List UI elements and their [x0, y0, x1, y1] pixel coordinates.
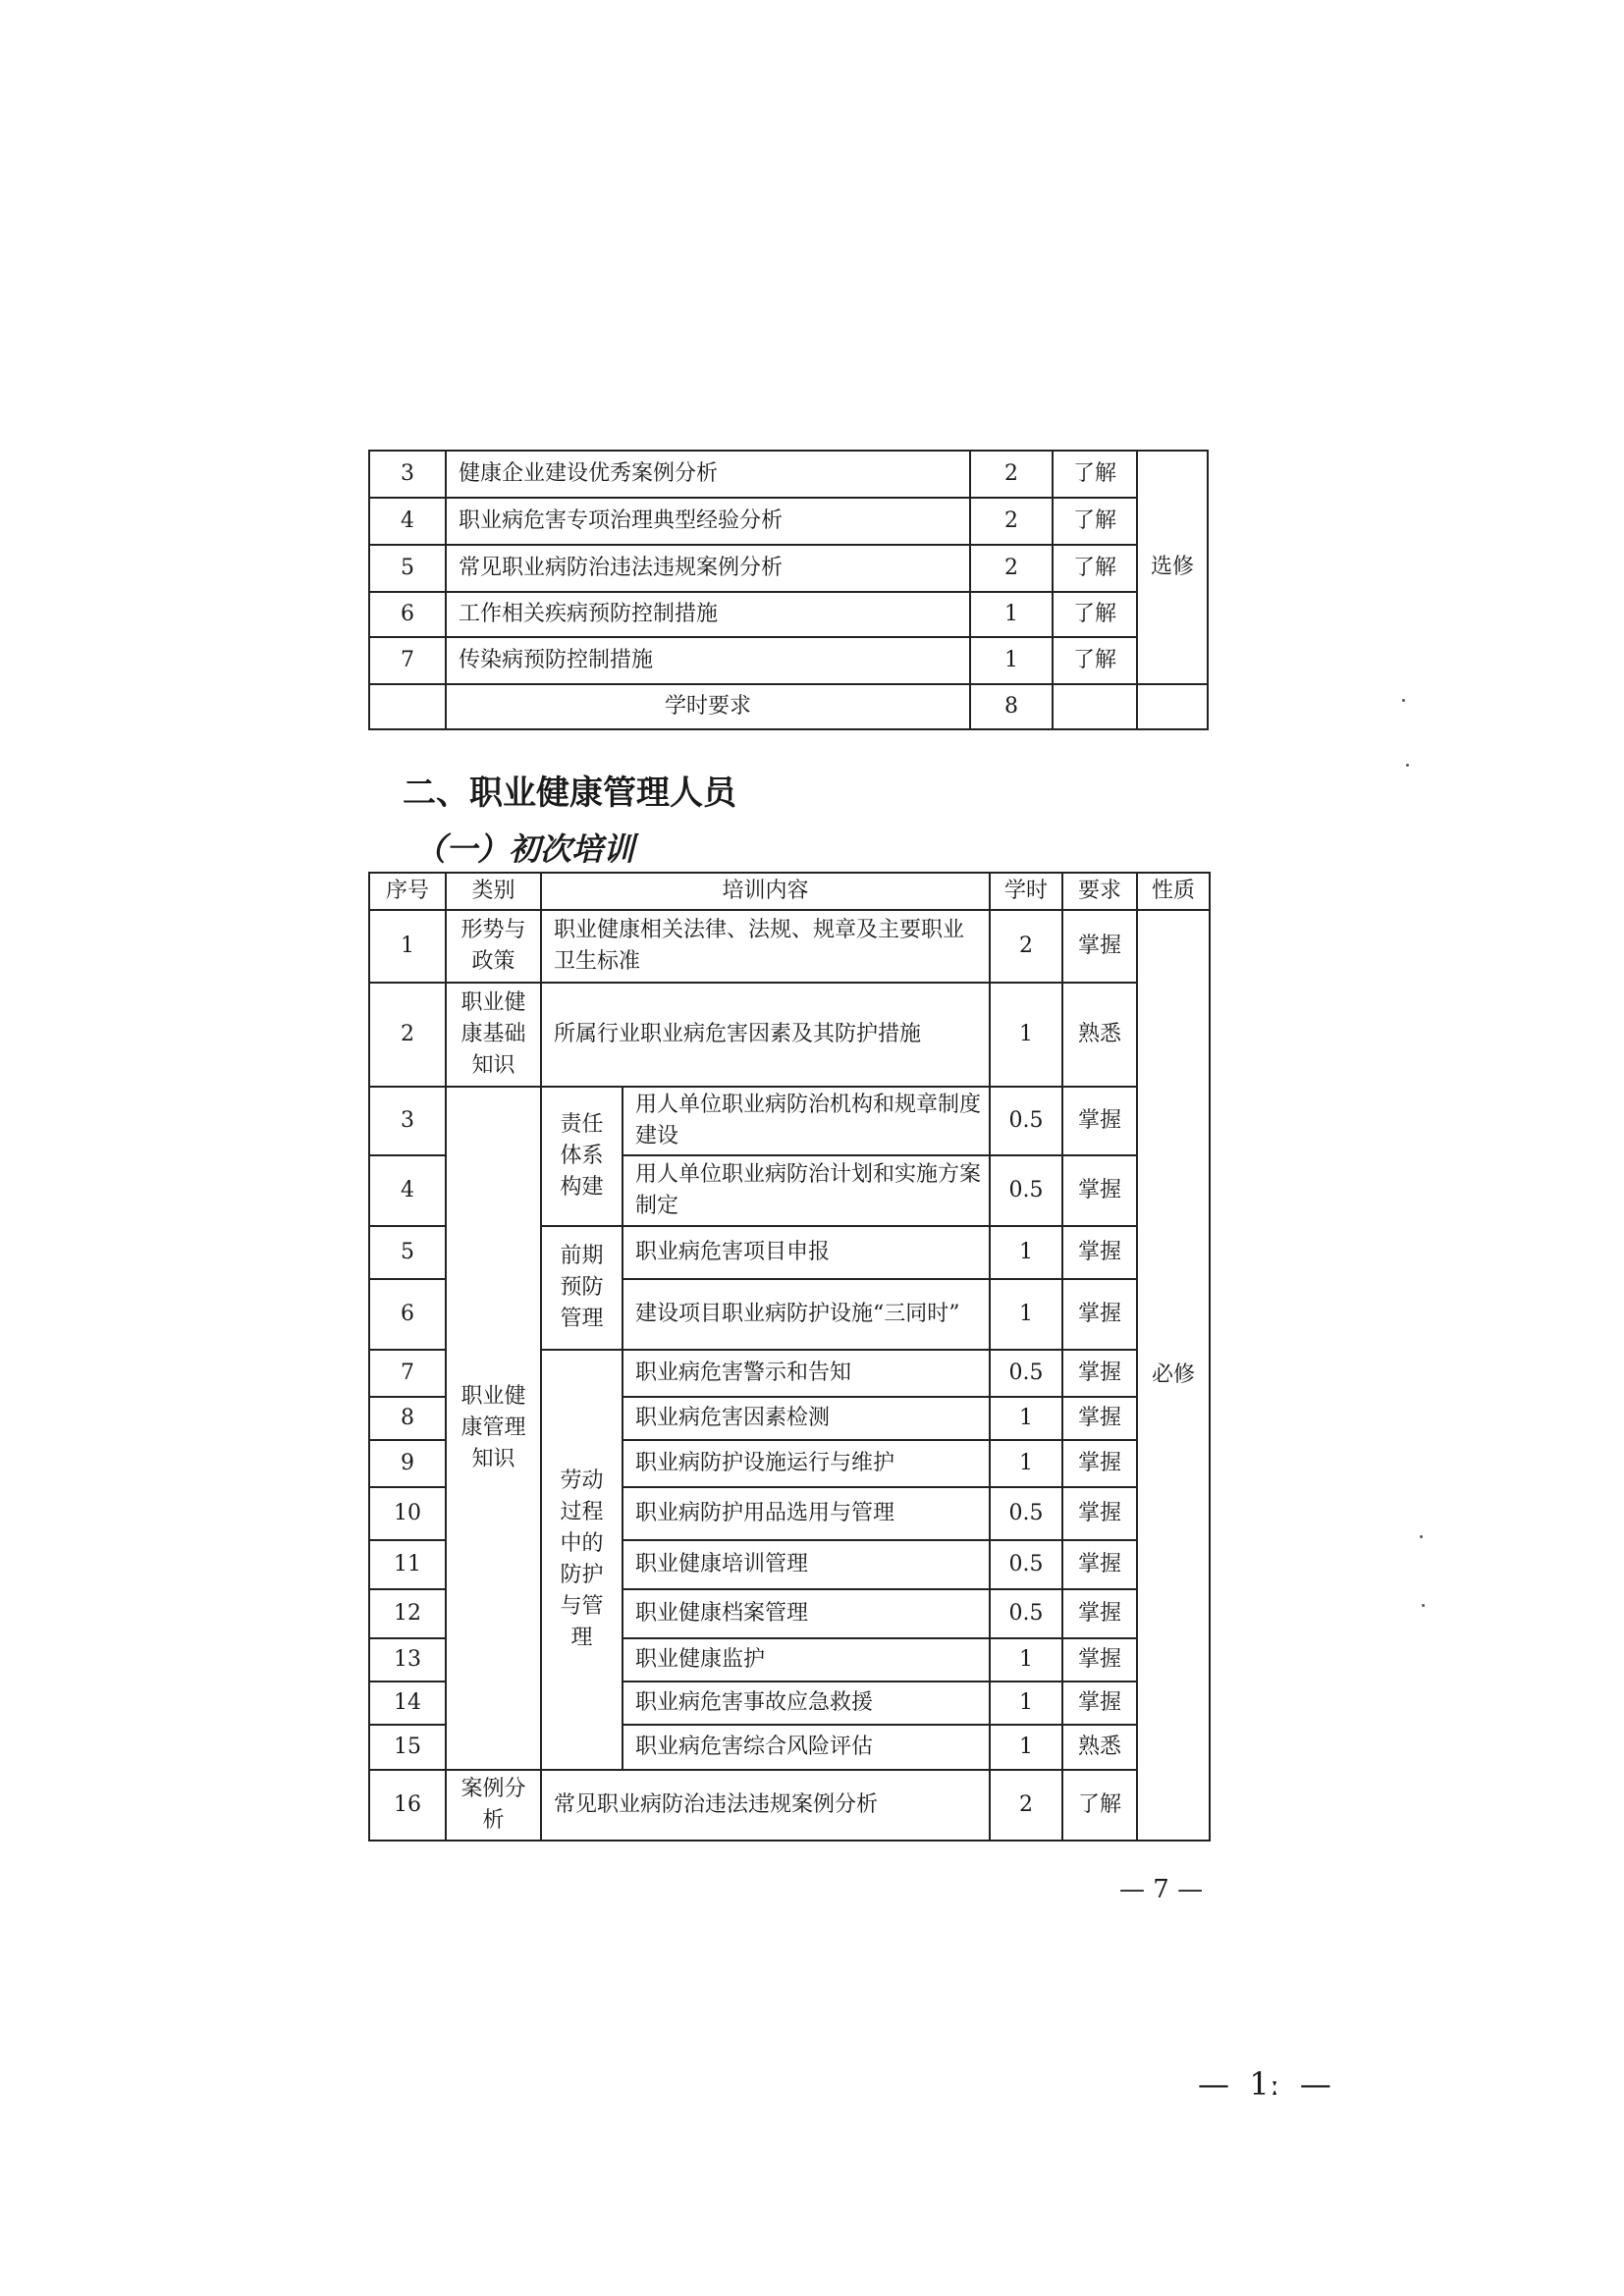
table-row [369, 498, 1208, 545]
course-requirement: 掌握 [1062, 1638, 1137, 1682]
header-number: 序号 [369, 873, 446, 910]
page-number-outer: — 1ː — [1198, 2065, 1331, 2103]
course-hours: 0.5 [990, 1589, 1062, 1638]
table-row [369, 545, 1208, 592]
course-requirement: 掌握 [1062, 1397, 1137, 1440]
course-hours: 2 [990, 910, 1062, 983]
course-content: 职业病危害项目申报 [623, 1226, 990, 1279]
table-row [369, 451, 1208, 498]
course-requirement: 熟悉 [1062, 983, 1137, 1087]
course-nature: 选修 [1137, 451, 1208, 684]
course-hours: 1 [990, 983, 1062, 1087]
table-header-row [369, 873, 1210, 910]
subsection-heading: （一）初次培训 [414, 830, 635, 868]
course-content: 常见职业病防治违法违规案例分析 [446, 545, 970, 592]
course-content: 职业健康档案管理 [623, 1589, 990, 1638]
table-row [369, 1770, 1210, 1841]
course-hours: 1 [990, 1682, 1062, 1725]
section-heading: 二、职业健康管理人员 [403, 774, 736, 813]
course-hours: 1 [990, 1226, 1062, 1279]
course-content: 职业病危害因素检测 [623, 1397, 990, 1440]
course-requirement: 掌握 [1062, 1087, 1137, 1155]
course-requirement: 掌握 [1062, 1682, 1137, 1725]
scan-speck [1422, 1604, 1425, 1607]
course-hours: 0.5 [990, 1487, 1062, 1540]
row-number: 10 [369, 1487, 446, 1540]
row-number: 2 [369, 983, 446, 1087]
course-content: 职业病防护用品选用与管理 [623, 1487, 990, 1540]
course-content: 职业健康监护 [623, 1638, 990, 1682]
row-number: 13 [369, 1638, 446, 1682]
row-number: 6 [369, 1279, 446, 1350]
course-hours: 1 [990, 1638, 1062, 1682]
scan-speck [1420, 1535, 1423, 1538]
course-content: 所属行业职业病危害因素及其防护措施 [541, 983, 990, 1087]
sub-category: 劳动过程中的防护与管理 [541, 1350, 623, 1770]
course-requirement: 熟悉 [1062, 1725, 1137, 1770]
row-number: 7 [369, 637, 446, 684]
course-content: 职业病危害综合风险评估 [623, 1725, 990, 1770]
course-requirement: 掌握 [1062, 1350, 1137, 1397]
course-content: 职业健康培训管理 [623, 1540, 990, 1589]
course-content: 用人单位职业病防治机构和规章制度建设 [623, 1087, 990, 1155]
course-requirement: 掌握 [1062, 1226, 1137, 1279]
course-content: 健康企业建设优秀案例分析 [446, 451, 970, 498]
table-row [369, 1087, 1210, 1155]
row-number: 3 [369, 451, 446, 498]
initial-training-table [368, 872, 1211, 1842]
course-hours: 1 [990, 1279, 1062, 1350]
course-requirement: 掌握 [1062, 1279, 1137, 1350]
course-requirement: 掌握 [1062, 1155, 1137, 1226]
row-number: 9 [369, 1440, 446, 1487]
blank-cell [1137, 684, 1208, 729]
course-hours: 2 [990, 1770, 1062, 1841]
course-hours: 1 [990, 1725, 1062, 1770]
category-cell: 职业健康基础知识 [446, 983, 541, 1087]
course-content: 用人单位职业病防治计划和实施方案制定 [623, 1155, 990, 1226]
row-number: 8 [369, 1397, 446, 1440]
course-content: 建设项目职业病防护设施“三同时” [623, 1279, 990, 1350]
row-number: 4 [369, 498, 446, 545]
page-number-inner: — 7 — [1119, 1875, 1204, 1904]
course-content: 工作相关疾病预防控制措施 [446, 592, 970, 637]
row-number: 14 [369, 1682, 446, 1725]
row-number: 3 [369, 1087, 446, 1155]
course-content: 职业病防护设施运行与维护 [623, 1440, 990, 1487]
row-number: 5 [369, 1226, 446, 1279]
row-number: 6 [369, 592, 446, 637]
row-number: 4 [369, 1155, 446, 1226]
course-hours: 2 [970, 545, 1053, 592]
sub-category: 前期预防管理 [541, 1226, 623, 1350]
course-content: 传染病预防控制措施 [446, 637, 970, 684]
course-requirement: 了解 [1053, 592, 1137, 637]
header-category: 类别 [446, 873, 541, 910]
row-number: 5 [369, 545, 446, 592]
course-hours: 1 [970, 592, 1053, 637]
course-requirement: 了解 [1062, 1770, 1137, 1841]
course-requirement: 了解 [1053, 451, 1137, 498]
course-hours: 0.5 [990, 1350, 1062, 1397]
course-hours: 2 [970, 451, 1053, 498]
blank-cell [1053, 684, 1137, 729]
table-row [369, 592, 1208, 637]
row-number: 15 [369, 1725, 446, 1770]
header-content: 培训内容 [541, 873, 990, 910]
table-row [369, 983, 1210, 1087]
row-number: 1 [369, 910, 446, 983]
course-hours: 1 [990, 1397, 1062, 1440]
scan-speck [1402, 699, 1405, 702]
category-cell: 案例分析 [446, 1770, 541, 1841]
header-requirement: 要求 [1062, 873, 1137, 910]
row-number: 11 [369, 1540, 446, 1589]
main-category: 职业健康管理知识 [446, 1087, 541, 1770]
course-requirement: 了解 [1053, 545, 1137, 592]
sub-category: 责任体系构建 [541, 1087, 623, 1226]
course-requirement: 掌握 [1062, 1589, 1137, 1638]
scan-speck [1406, 764, 1409, 767]
course-requirement: 掌握 [1062, 1440, 1137, 1487]
course-hours: 0.5 [990, 1540, 1062, 1589]
category-cell: 形势与政策 [446, 910, 541, 983]
table-row [369, 910, 1210, 983]
required-nature: 必修 [1137, 910, 1210, 1841]
total-hours: 8 [970, 684, 1053, 729]
course-requirement: 掌握 [1062, 910, 1137, 983]
course-content: 职业健康相关法律、法规、规章及主要职业卫生标准 [541, 910, 990, 983]
row-number: 7 [369, 1350, 446, 1397]
blank-cell [369, 684, 446, 729]
total-row [369, 684, 1208, 729]
course-hours: 1 [970, 637, 1053, 684]
course-requirement: 掌握 [1062, 1540, 1137, 1589]
course-requirement: 了解 [1053, 637, 1137, 684]
course-hours: 1 [990, 1440, 1062, 1487]
course-content: 职业病危害警示和告知 [623, 1350, 990, 1397]
course-content: 常见职业病防治违法违规案例分析 [541, 1770, 990, 1841]
course-hours: 0.5 [990, 1087, 1062, 1155]
table-row [369, 637, 1208, 684]
row-number: 12 [369, 1589, 446, 1638]
course-content: 职业病危害事故应急救援 [623, 1682, 990, 1725]
course-requirement: 了解 [1053, 498, 1137, 545]
row-number: 16 [369, 1770, 446, 1841]
course-table-continued [368, 450, 1209, 730]
course-content: 职业病危害专项治理典型经验分析 [446, 498, 970, 545]
course-hours: 0.5 [990, 1155, 1062, 1226]
total-label: 学时要求 [446, 684, 970, 729]
course-hours: 2 [970, 498, 1053, 545]
course-requirement: 掌握 [1062, 1487, 1137, 1540]
header-nature: 性质 [1137, 873, 1210, 910]
header-hours: 学时 [990, 873, 1062, 910]
